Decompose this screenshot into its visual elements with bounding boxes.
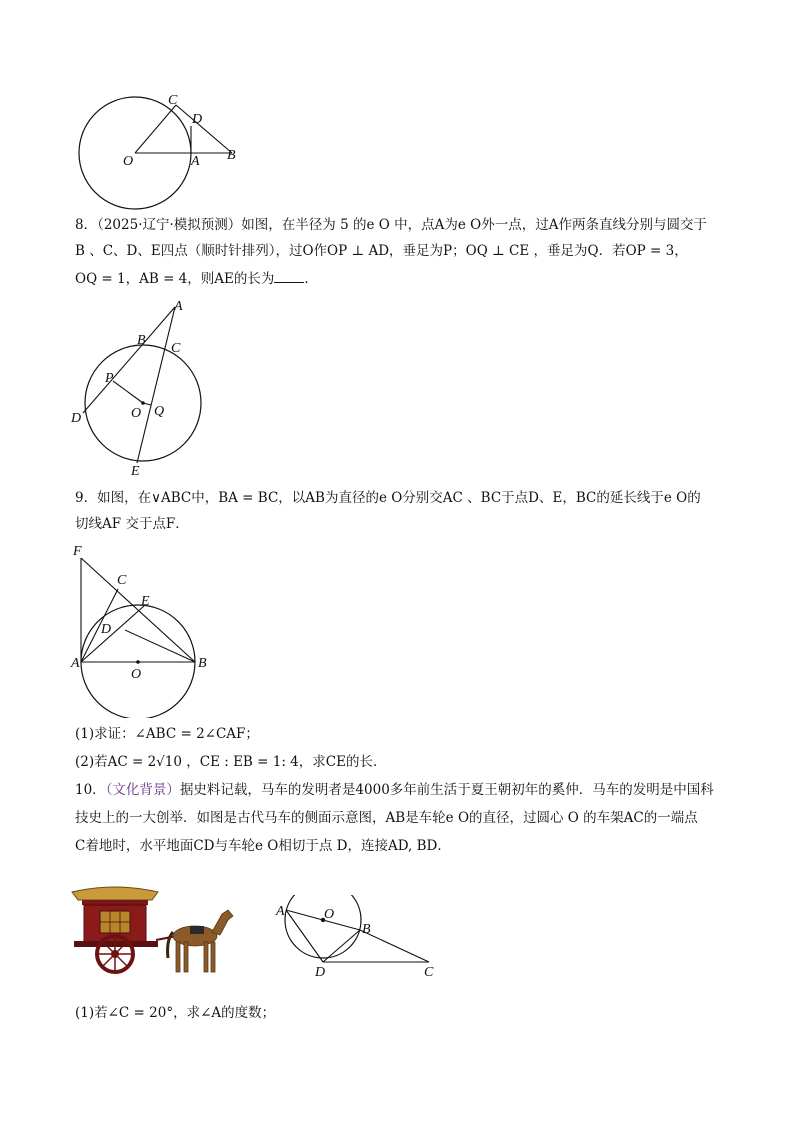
q8-text3-end: ． (304, 271, 318, 287)
label-c: C (171, 341, 181, 356)
q10-text1: 据史料记载，马车的发明者是4000多年前生活于夏王朝初年的奚仲．马车的发明是中国科 (179, 782, 714, 798)
figure-q10 (272, 895, 447, 980)
label-b: B (362, 922, 371, 937)
label-e: E (131, 464, 140, 479)
label-b: B (198, 656, 207, 671)
q10-line2: 技史上的一大创举．如图是古代马车的侧面示意图，AB是车轮e O的直径，过圆心 O 的车架AC的一端点 (75, 810, 698, 826)
label-d: D (101, 622, 112, 637)
label-c: C (117, 573, 127, 588)
roof-shape (72, 887, 158, 900)
label-b: B (227, 148, 236, 163)
label-e: E (141, 594, 150, 609)
label-o: O (123, 154, 134, 169)
label-c: C (168, 93, 178, 108)
q10-part1: (1)若∠C = 20°，求∠A的度数； (75, 1005, 276, 1021)
q9-line1: 9．如图，在∨ABC中，BA = BC，以AB为直径的e O分别交AC 、BC于点D、E，BC的延长线于e O的 (75, 490, 701, 506)
label-f: F (73, 544, 82, 559)
q9-part2: (2)若AC = 2√10 ，CE : EB = 1: 4，求CE的长． (75, 754, 387, 770)
label-o: O (131, 406, 142, 421)
label-b: B (137, 333, 146, 348)
segment-ad (286, 910, 323, 962)
label-q: Q (154, 404, 165, 419)
segment-be (125, 630, 195, 662)
figure-q7 (70, 90, 250, 210)
q10-number: 10． (75, 782, 106, 798)
figure-q9 (65, 538, 225, 718)
label-d: D (192, 112, 203, 127)
q9-line2: 切线AF 交于点F． (75, 516, 189, 532)
figure-q8 (65, 295, 225, 480)
horse-shape (168, 910, 233, 972)
segment-ac (81, 589, 118, 662)
label-o: O (131, 667, 142, 682)
center-dot (141, 401, 145, 405)
q8-line1 (75, 214, 707, 236)
label-d: D (71, 411, 82, 426)
carriage-base (74, 941, 158, 947)
label-a: A (191, 154, 200, 169)
label-o: O (324, 907, 335, 922)
center-dot (136, 660, 140, 664)
q8-number: 8． (75, 217, 98, 233)
q8-source: （2025·辽宁·模拟预测） (97, 217, 242, 233)
answer-blank[interactable] (274, 268, 304, 283)
label-c: C (424, 965, 434, 980)
q8-text3: OQ = 1，AB = 4，则AE的长为 (75, 271, 275, 287)
segment-bd (323, 930, 360, 962)
carriage-illustration (70, 880, 245, 980)
q8-line2: B 、C、D、E四点（顺时针排列），过O作OP ⊥ AD，垂足为P；OQ ⊥ CE ，垂足为Q．若OP = 3， (75, 243, 688, 259)
circle-o (285, 895, 361, 958)
segment-op (113, 381, 143, 403)
label-d: D (315, 965, 326, 980)
line-ad (83, 307, 175, 413)
q8-text1: 如图，在半径为 5 的e O 中，点A为e O外一点，过A作两条直线分别与圆交于 (241, 217, 707, 233)
label-a: A (71, 656, 80, 671)
q10-line3: C着地时，水平地面CD与车轮e O相切于点 D，连接AD, BD． (75, 838, 451, 854)
label-a: A (174, 299, 183, 314)
label-p: P (105, 371, 114, 386)
line-ae (137, 307, 175, 463)
horse-saddle (190, 926, 204, 934)
q10-tag: （文化背景） (105, 782, 180, 798)
segment-oc (135, 105, 176, 153)
label-a: A (276, 904, 285, 919)
q8-line3 (75, 268, 318, 290)
q10-line1 (75, 779, 714, 801)
segment-cb (176, 105, 232, 153)
roof-beam (82, 900, 148, 905)
q9-part1: (1)求证：∠ABC = 2∠CAF； (75, 726, 259, 742)
